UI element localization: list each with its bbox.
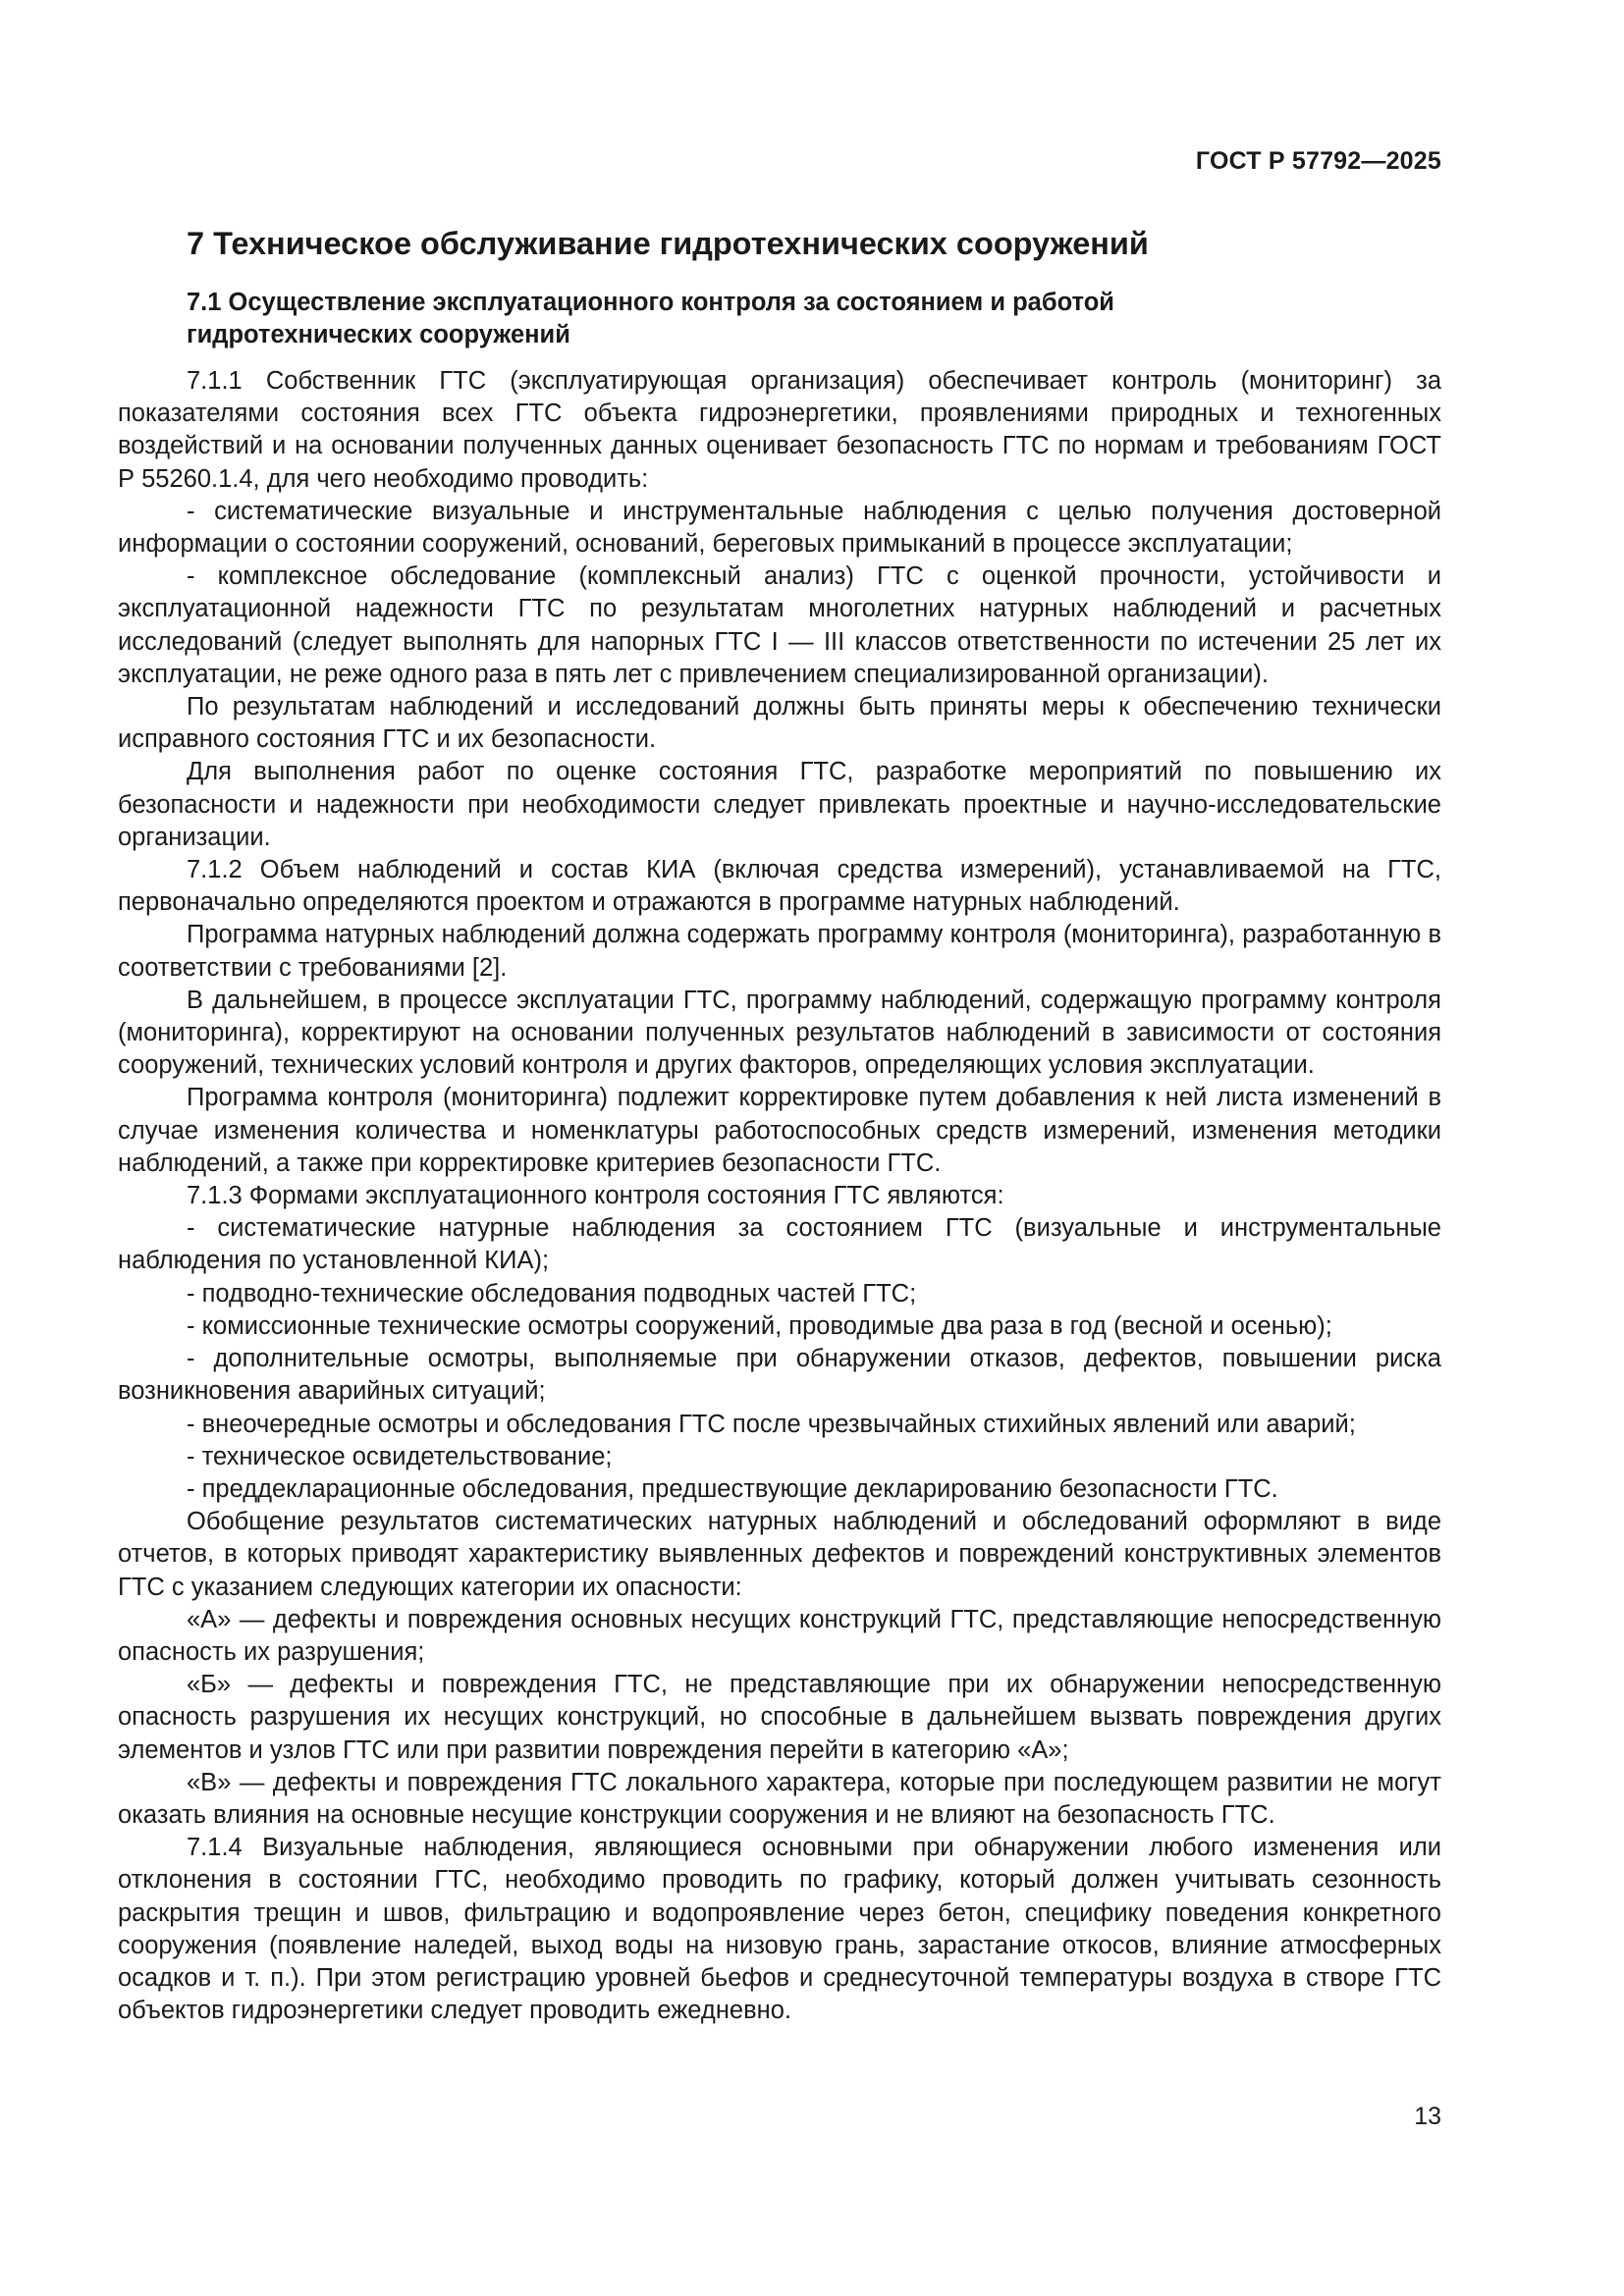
paragraph-7-1-4: 7.1.4 Визуальные наблюдения, являющиеся основными при обнаружении любого изменения или отклонения в состоянии ГТС, необходимо проводить по графику, который должен учитывать сезонность раскрытия трещин и швов, фильтрацию и водопроявление через бетон, специфику поведения конкретного сооружения (появление наледей, выход воды на низовую грань, зарастание откосов, влияние атмосферных осадков и т. п.). При этом регистрацию уровней бьефов и среднесуточной температуры воздуха в створе ГТС объектов гидроэнергетики следует проводить ежедневно. <box>118 1834 1441 2025</box>
paragraph: Для выполнения работ по оценке состояния ГТС, разработке мероприятий по повышению их безопасности и надежности при необходимости следует привлекать проектные и научно-исследовательские организации. <box>118 758 1441 851</box>
paragraph: Программа натурных наблюдений должна содержать программу контроля (мониторинга), разработанную в соответствии с требованиями [2]. <box>118 921 1441 982</box>
paragraph: По результатам наблюдений и исследований должны быть приняты меры к обеспечению технически исправного состояния ГТС и их безопасности. <box>118 693 1441 754</box>
page-content <box>118 222 1441 2027</box>
list-item: - подводно-технические обследования подводных частей ГТС; <box>187 1279 917 1308</box>
section-title: 7 Техническое обслуживание гидротехнических сооружений <box>187 226 1149 261</box>
list-item: - внеочередные осмотры и обследования ГТС после чрезвычайных стихийных явлений или аварий; <box>187 1410 1356 1438</box>
subsection-title <box>118 287 1441 351</box>
paragraph: В дальнейшем, в процессе эксплуатации ГТС, программу наблюдений, содержащую программу контроля (мониторинга), корректируют на основании полученных результатов наблюдений в зависимости от состояния сооружений, технических условий контроля и других факторов, определяющих условия эксплуатации. <box>118 986 1441 1080</box>
list-item: - преддекларационные обследования, предшествующие декларированию безопасности ГТС. <box>187 1474 1278 1503</box>
list-item-complex-survey: - комплексное обследование (комплексный анализ) ГТС с оценкой прочности, устойчивости и эксплуатационной надежности ГТС по результатам многолетних натурных наблюдений и расчетных исследований (следует выполнять для напорных ГТС I — III классов ответственности по истечении 25 лет их эксплуатации, не реже одного раза в пять лет с привлечением специализированной организации). <box>118 562 1441 688</box>
page-number: 13 <box>1414 2103 1441 2130</box>
list-item: - систематические натурные наблюдения за состоянием ГТС (визуальные и инструментальные наблюдения по установленной КИА); <box>118 1214 1441 1275</box>
list-item: - дополнительные осмотры, выполняемые при обнаружении отказов, дефектов, повышении риска возникновения аварийных ситуаций; <box>118 1345 1441 1406</box>
list-item: - комиссионные технические осмотры сооружений, проводимые два раза в год (весной и осенью); <box>187 1311 1332 1340</box>
subsection-title-line1: 7.1 Осуществление эксплуатационного контроля за состоянием и работой <box>187 289 1114 316</box>
category-a: «А» — дефекты и повреждения основных несущих конструкций ГТС, представляющие непосредственную опасность их разрушения; <box>118 1605 1441 1666</box>
list-item: - техническое освидетельствование; <box>187 1442 613 1470</box>
paragraph: Обобщение результатов систематических натурных наблюдений и обследований оформляют в виде отчетов, в которых приводят характеристику выявленных дефектов и повреждений конструктивных элементов ГТС с указанием следующих категории их опасности: <box>118 1508 1441 1601</box>
paragraph: Программа контроля (мониторинга) подлежит корректировке путем добавления к ней листа изменений в случае изменения количества и номенклатуры работоспособных средств измерений, изменения методики наблюдений, а также при корректировке критериев безопасности ГТС. <box>118 1084 1441 1177</box>
paragraph-7-1-1: 7.1.1 Собственник ГТС (эксплуатирующая организация) обеспечивает контроль (мониторинг) за показателями состояния всех ГТС объекта гидроэнергетики, проявлениями природных и техногенных воздействий и на основании полученных данных оценивает безопасность ГТС по нормам и требованиям ГОСТ Р 55260.1.4, для чего необходимо проводить: <box>118 367 1441 493</box>
document-code: ГОСТ Р 57792—2025 <box>1195 147 1441 175</box>
category-v: «В» — дефекты и повреждения ГТС локального характера, которые при последующем развитии не могут оказать влияния на основные несущие конструкции сооружения и не влияют на безопасность ГТС. <box>118 1768 1441 1829</box>
paragraph-7-1-3: 7.1.3 Формами эксплуатационного контроля состояния ГТС являются: <box>187 1182 1004 1210</box>
category-b: «Б» — дефекты и повреждения ГТС, не представляющие при их обнаружении непосредственную опасность разрушения их несущих конструкций, но способные в дальнейшем вызвать повреждения других элементов и узлов ГТС или при развитии повреждения перейти в категорию «А»; <box>118 1671 1441 1764</box>
body-text <box>118 365 1441 2027</box>
list-item-systematic-observations: - систематические визуальные и инструментальные наблюдения с целью получения достоверной информации о состоянии сооружений, оснований, береговых примыканий в процессе эксплуатации; <box>118 497 1441 559</box>
subsection-title-line2: гидротехнических сооружений <box>187 321 570 348</box>
paragraph-7-1-2: 7.1.2 Объем наблюдений и состав КИА (включая средства измерений), устанавливаемой на ГТС, первоначально определяются проектом и отражаются в программе натурных наблюдений. <box>118 856 1441 917</box>
